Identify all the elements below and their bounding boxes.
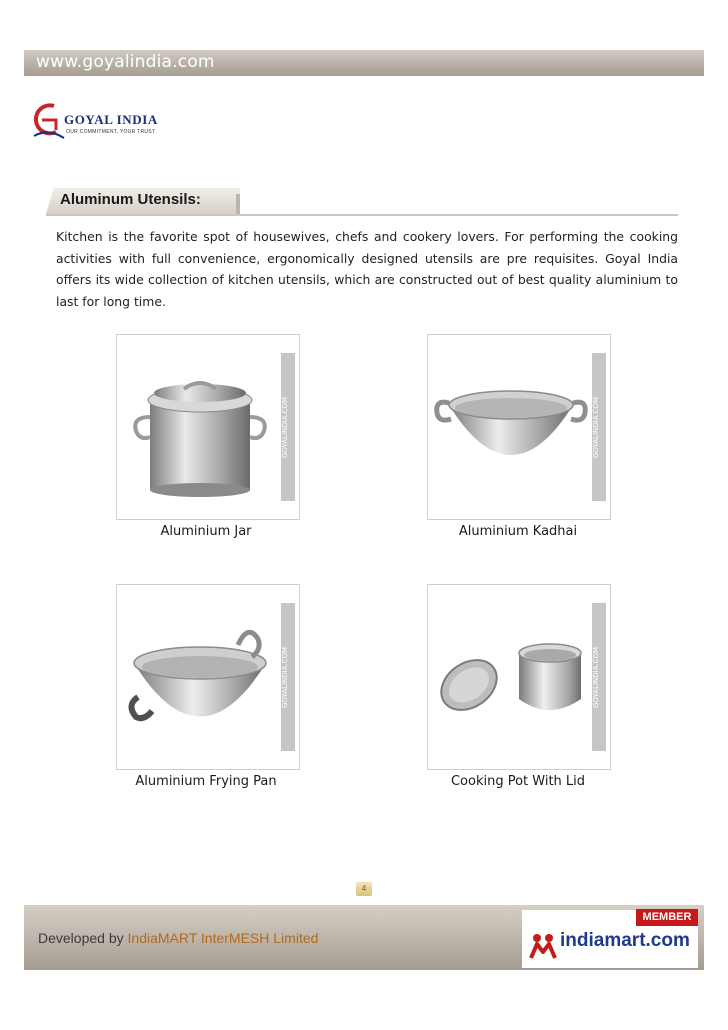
product-card-aluminium-jar[interactable] bbox=[116, 334, 300, 520]
watermark-text: GOYALINDIA.COM bbox=[281, 396, 289, 458]
section-tab-shadow bbox=[236, 194, 240, 214]
developed-by-text bbox=[38, 930, 318, 946]
logo-tagline: OUR COMMITMENT, YOUR TRUST bbox=[66, 129, 156, 135]
header-bar bbox=[24, 50, 704, 76]
caption-aluminium-jar: Aluminium Jar bbox=[160, 524, 252, 539]
cooking-pot-with-lid-image bbox=[431, 605, 591, 750]
caption-cooking-pot-with-lid: Cooking Pot With Lid bbox=[450, 774, 586, 789]
aluminium-kadhai-image bbox=[431, 355, 591, 500]
watermark-text: GOYALINDIA.COM bbox=[281, 646, 289, 708]
logo-name: GOYAL INDIA bbox=[64, 112, 158, 127]
page-number: 4 bbox=[356, 882, 372, 896]
developer-company-link[interactable]: IndiaMART InterMESH Limited bbox=[127, 930, 319, 946]
aluminium-frying-pan-image bbox=[120, 605, 280, 750]
member-badge: MEMBER bbox=[636, 909, 698, 926]
section-divider bbox=[46, 214, 678, 216]
indiamart-logo-icon bbox=[528, 930, 558, 960]
caption-aluminium-kadhai: Aluminium Kadhai bbox=[458, 524, 578, 539]
developed-by-label: Developed by bbox=[38, 930, 124, 946]
section-title: Aluminum Utensils: bbox=[60, 191, 201, 208]
watermark-text: GOYALINDIA.COM bbox=[592, 646, 600, 708]
indiamart-brand-text[interactable]: indiamart.com bbox=[560, 930, 690, 951]
product-card-aluminium-kadhai[interactable] bbox=[427, 334, 611, 520]
intro-paragraph: Kitchen is the favorite spot of housewives, chefs and cookery lovers. For performing the cooking activities with full convenience, ergonomically designed utensils are pre requisites. Goyal India offers its wide collection of kitchen utensils, which are constructed out of best quality aluminium to last for long time. bbox=[56, 229, 678, 309]
goyal-india-logo bbox=[30, 98, 166, 146]
product-card-cooking-pot-with-lid[interactable] bbox=[427, 584, 611, 770]
site-url[interactable]: www.goyalindia.com bbox=[36, 52, 215, 72]
caption-aluminium-frying-pan: Aluminium Frying Pan bbox=[135, 774, 277, 789]
aluminium-jar-image bbox=[120, 355, 280, 500]
watermark-text: GOYALINDIA.COM bbox=[592, 396, 600, 458]
product-card-aluminium-frying-pan[interactable] bbox=[116, 584, 300, 770]
